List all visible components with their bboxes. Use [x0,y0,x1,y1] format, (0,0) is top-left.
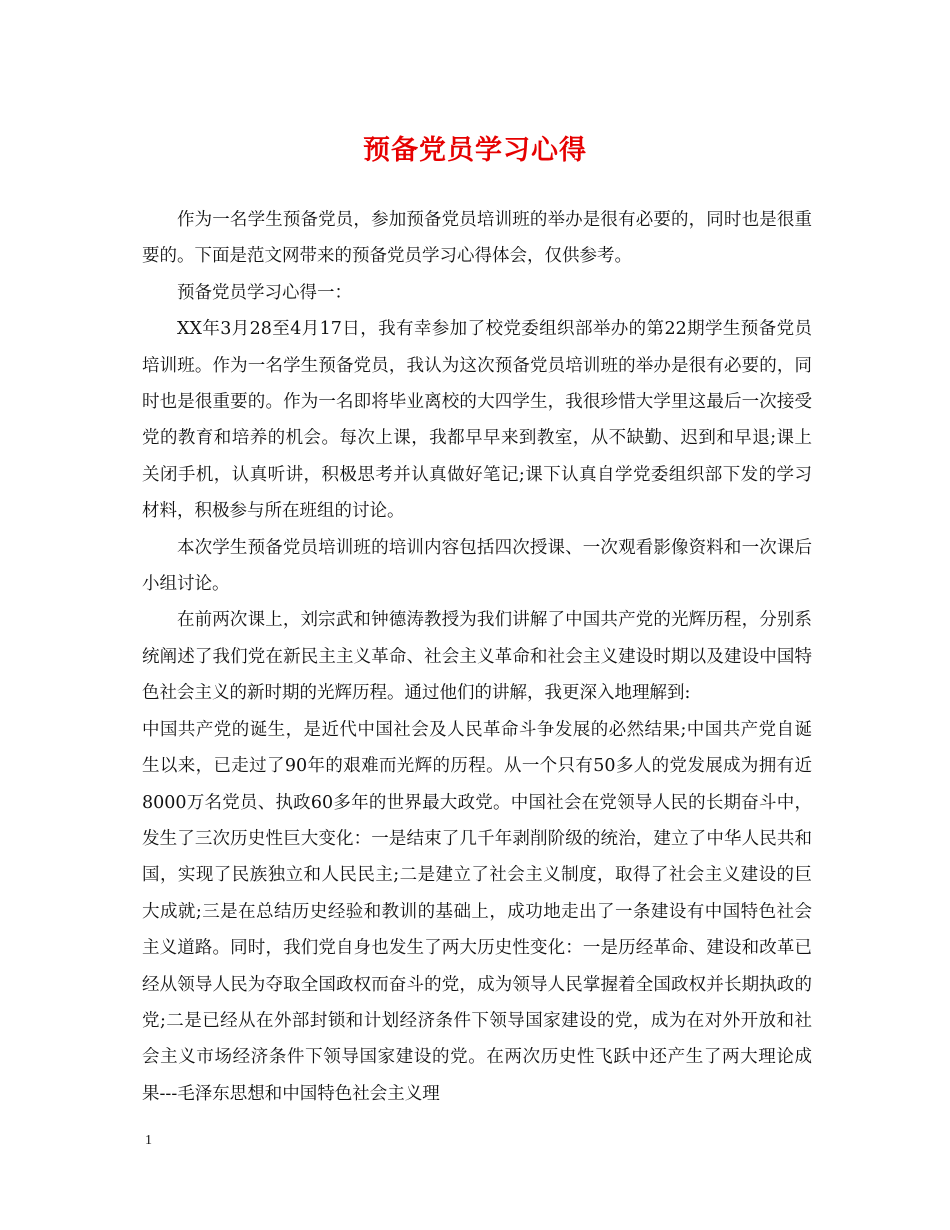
document-body [142,202,812,1112]
paragraph-training-attendance: XX年3月28至4月17日，我有幸参加了校党委组织部举办的第22期学生预备党员培训班。作为一名学生预备党员，我认为这次预备党员培训班的举办是很有必要的，同时也是很重要的。作为一名即将毕业离校的大四学生，我很珍惜大学里这最后一次接受党的教育和培养的机会。每次上课，我都早早来到教室，从不缺勤、迟到和早退;课上关闭手机，认真听讲，积极思考并认真做好笔记;课下认真自学党委组织部下发的学习材料，积极参与所在班组的讨论。 [142,319,812,522]
page-title: 预备党员学习心得 [363,135,587,166]
paragraph-first-lessons: 在前两次课上，刘宗武和钟德涛教授为我们讲解了中国共产党的光辉历程，分别系统阐述了我们党在新民主主义革命、社会主义革命和社会主义建设时期以及建设中国特色社会主义的新时期的光辉历程。通过他们的讲解，我更深入地理解到: [142,610,812,704]
paragraph-party-history: 中国共产党的诞生，是近代中国社会及人民革命斗争发展的必然结果;中国共产党自诞生以来，已走过了90年的艰难而光辉的历程。从一个只有50多人的党发展成为拥有近8000万名党员、执政60多年的世界最大政党。中国社会在党领导人民的长期奋斗中，发生了三次历史性巨大变化：一是结束了几千年剥削阶级的统治，建立了中华人民共和国，实现了民族独立和人民民主;二是建立了社会主义制度，取得了社会主义建设的巨大成就;三是在总结历史经验和教训的基础上，成功地走出了一条建设有中国特色社会主义道路。同时，我们党自身也发生了两大历史性变化：一是历经革命、建设和改革已经从领导人民为夺取全国政权而奋斗的党，成为领导人民掌握着全国政权并长期执政的党;二是已经从在外部封锁和计划经济条件下领导国家建设的党，成为在对外开放和社会主义市场经济条件下领导国家建设的党。在两次历史性飞跃中还产生了两大理论成果---毛泽东思想和中国特色社会主义理 [142,719,812,1104]
paragraph-training-content: 本次学生预备党员培训班的培训内容包括四次授课、一次观看影像资料和一次课后小组讨论。 [142,537,812,595]
paragraph-heading-part-one: 预备党员学习心得一： [177,282,352,303]
page-number: 1 [145,1133,152,1148]
paragraph-intro: 作为一名学生预备党员，参加预备党员培训班的举办是很有必要的，同时也是很重要的。下面是范文网带来的预备党员学习心得体会，仅供参考。 [142,210,812,267]
